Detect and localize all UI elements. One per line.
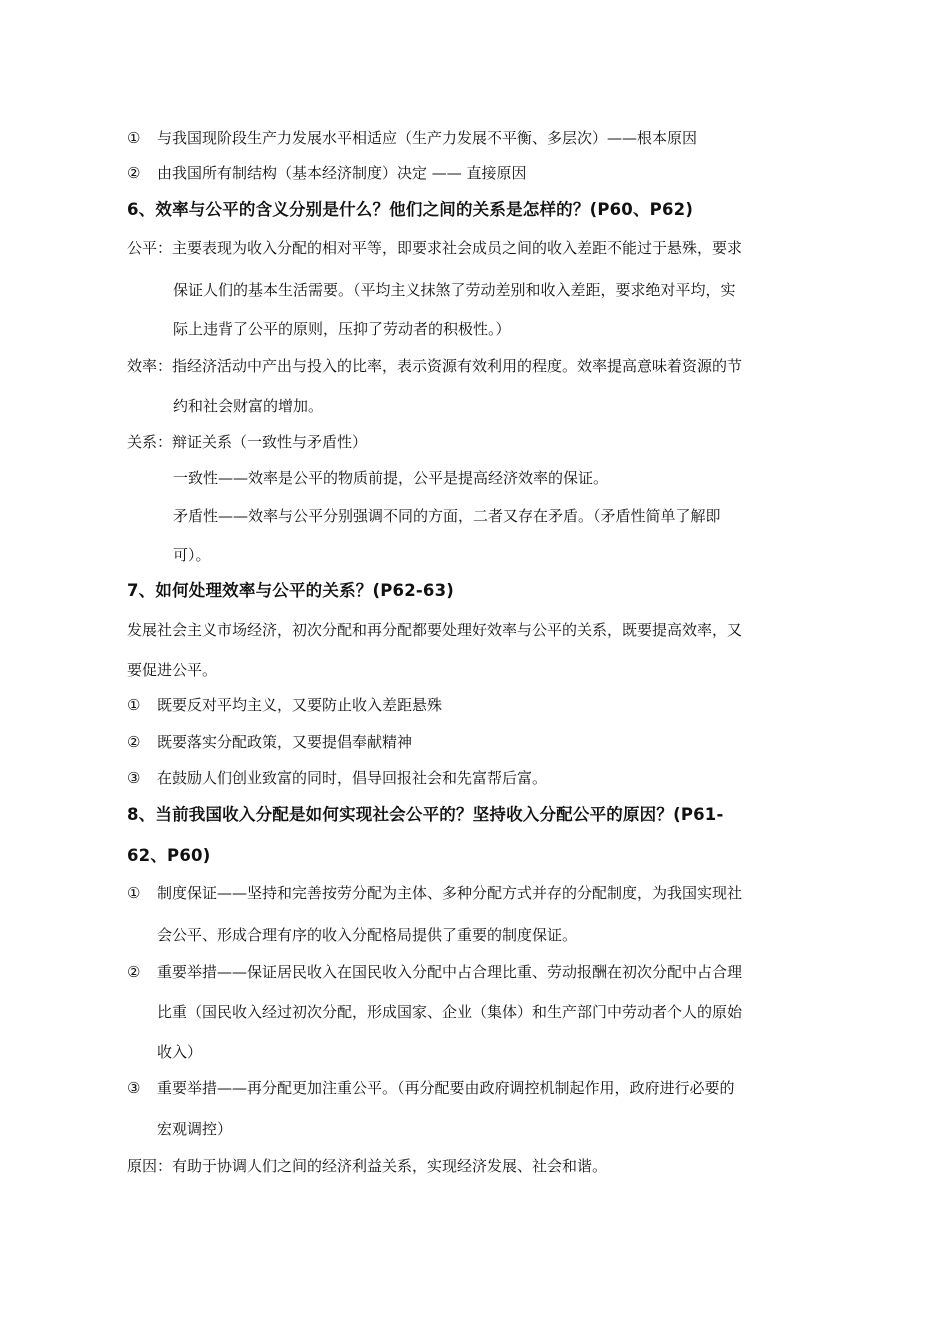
section-7-intro: 发展社会主义市场经济，初次分配和再分配都要处理好效率与公平的关系，既要提高效率，又	[127, 621, 743, 639]
relationship-definition	[127, 431, 367, 453]
section-8-item-2-cont: 比重（国民收入经过初次分配，形成国家、企业（集体）和生产部门中劳动者个人的原始	[157, 1003, 743, 1021]
definition-text: 指经济活动中产出与投入的比率，表示资源有效利用的程度。效率提高意味着资源的节	[172, 357, 743, 375]
reason-item-1	[127, 127, 697, 149]
section-7-item-2	[127, 731, 412, 753]
reason-text: 有助于协调人们之间的经济利益关系，实现经济发展、社会和谐。	[172, 1157, 608, 1175]
section-7-item-1	[127, 694, 442, 716]
item-text: 由我国所有制结构（基本经济制度）决定 —— 直接原因	[157, 164, 527, 182]
fairness-definition-cont: 际上违背了公平的原则，压抑了劳动者的积极性。）	[173, 320, 511, 338]
section-8-item-1-cont: 会公平、形成合理有序的收入分配格局提供了重要的制度保证。	[157, 926, 578, 944]
item-text: 制度保证——坚持和完善按劳分配为主体、多种分配方式并存的分配制度，为我国实现社	[157, 884, 743, 902]
item-number: ②	[127, 733, 141, 751]
item-text: 重要举措——再分配更加注重公平。（再分配要由政府调控机制起作用，政府进行必要的	[157, 1079, 735, 1097]
item-number: ②	[127, 963, 141, 981]
relationship-consistency: 一致性——效率是公平的物质前提，公平是提高经济效率的保证。	[173, 469, 609, 487]
term-label: 效率：	[127, 357, 173, 375]
item-text: 既要反对平均主义，又要防止收入差距悬殊	[157, 696, 443, 714]
item-text: 重要举措——保证居民收入在国民收入分配中占合理比重、劳动报酬在初次分配中占合理	[157, 963, 743, 981]
section-heading-8-cont: 62、P60)	[127, 846, 211, 865]
section-7-item-3	[127, 767, 547, 789]
section-heading-7: 7、如何处理效率与公平的关系？(P62-63)	[127, 581, 455, 600]
section-8-reason	[127, 1155, 607, 1177]
item-number: ①	[127, 696, 141, 714]
section-8-item-2-cont: 收入）	[157, 1043, 203, 1061]
item-number: ③	[127, 769, 141, 787]
section-8-item-1	[127, 882, 742, 904]
section-heading-6: 6、效率与公平的含义分别是什么？他们之间的关系是怎样的？(P60、P62)	[127, 200, 694, 219]
fairness-definition	[127, 237, 742, 259]
section-7-intro-cont: 要促进公平。	[127, 661, 218, 679]
item-number: ①	[127, 884, 141, 902]
definition-text: 主要表现为收入分配的相对平等，即要求社会成员之间的收入差距不能过于悬殊，要求	[172, 239, 743, 257]
section-heading-8: 8、当前我国收入分配是如何实现社会公平的？坚持收入分配公平的原因？(P61-	[127, 805, 724, 824]
term-label: 公平：	[127, 239, 173, 257]
item-number: ③	[127, 1079, 141, 1097]
section-8-item-3-cont: 宏观调控）	[157, 1120, 233, 1138]
section-8-item-3	[127, 1077, 735, 1099]
item-number: ①	[127, 129, 141, 147]
efficiency-definition	[127, 355, 742, 377]
section-8-item-2	[127, 961, 742, 983]
definition-text: 辩证关系（一致性与矛盾性）	[172, 433, 368, 451]
reason-item-2	[127, 162, 527, 184]
relationship-contradiction: 矛盾性——效率与公平分别强调不同的方面，二者又存在矛盾。（矛盾性简单了解即	[173, 507, 721, 525]
fairness-definition-cont: 保证人们的基本生活需要。（平均主义抹煞了劳动差别和收入差距，要求绝对平均，实	[173, 281, 736, 299]
term-label: 原因：	[127, 1157, 173, 1175]
item-text: 既要落实分配政策，又要提倡奉献精神	[157, 733, 413, 751]
item-text: 与我国现阶段生产力发展水平相适应（生产力发展不平衡、多层次）——根本原因	[157, 129, 698, 147]
relationship-contradiction-cont: 可）。	[173, 546, 211, 564]
item-number: ②	[127, 164, 141, 182]
term-label: 关系：	[127, 433, 173, 451]
item-text: 在鼓励人们创业致富的同时，倡导回报社会和先富帮后富。	[157, 769, 548, 787]
efficiency-definition-cont: 约和社会财富的增加。	[173, 397, 324, 415]
